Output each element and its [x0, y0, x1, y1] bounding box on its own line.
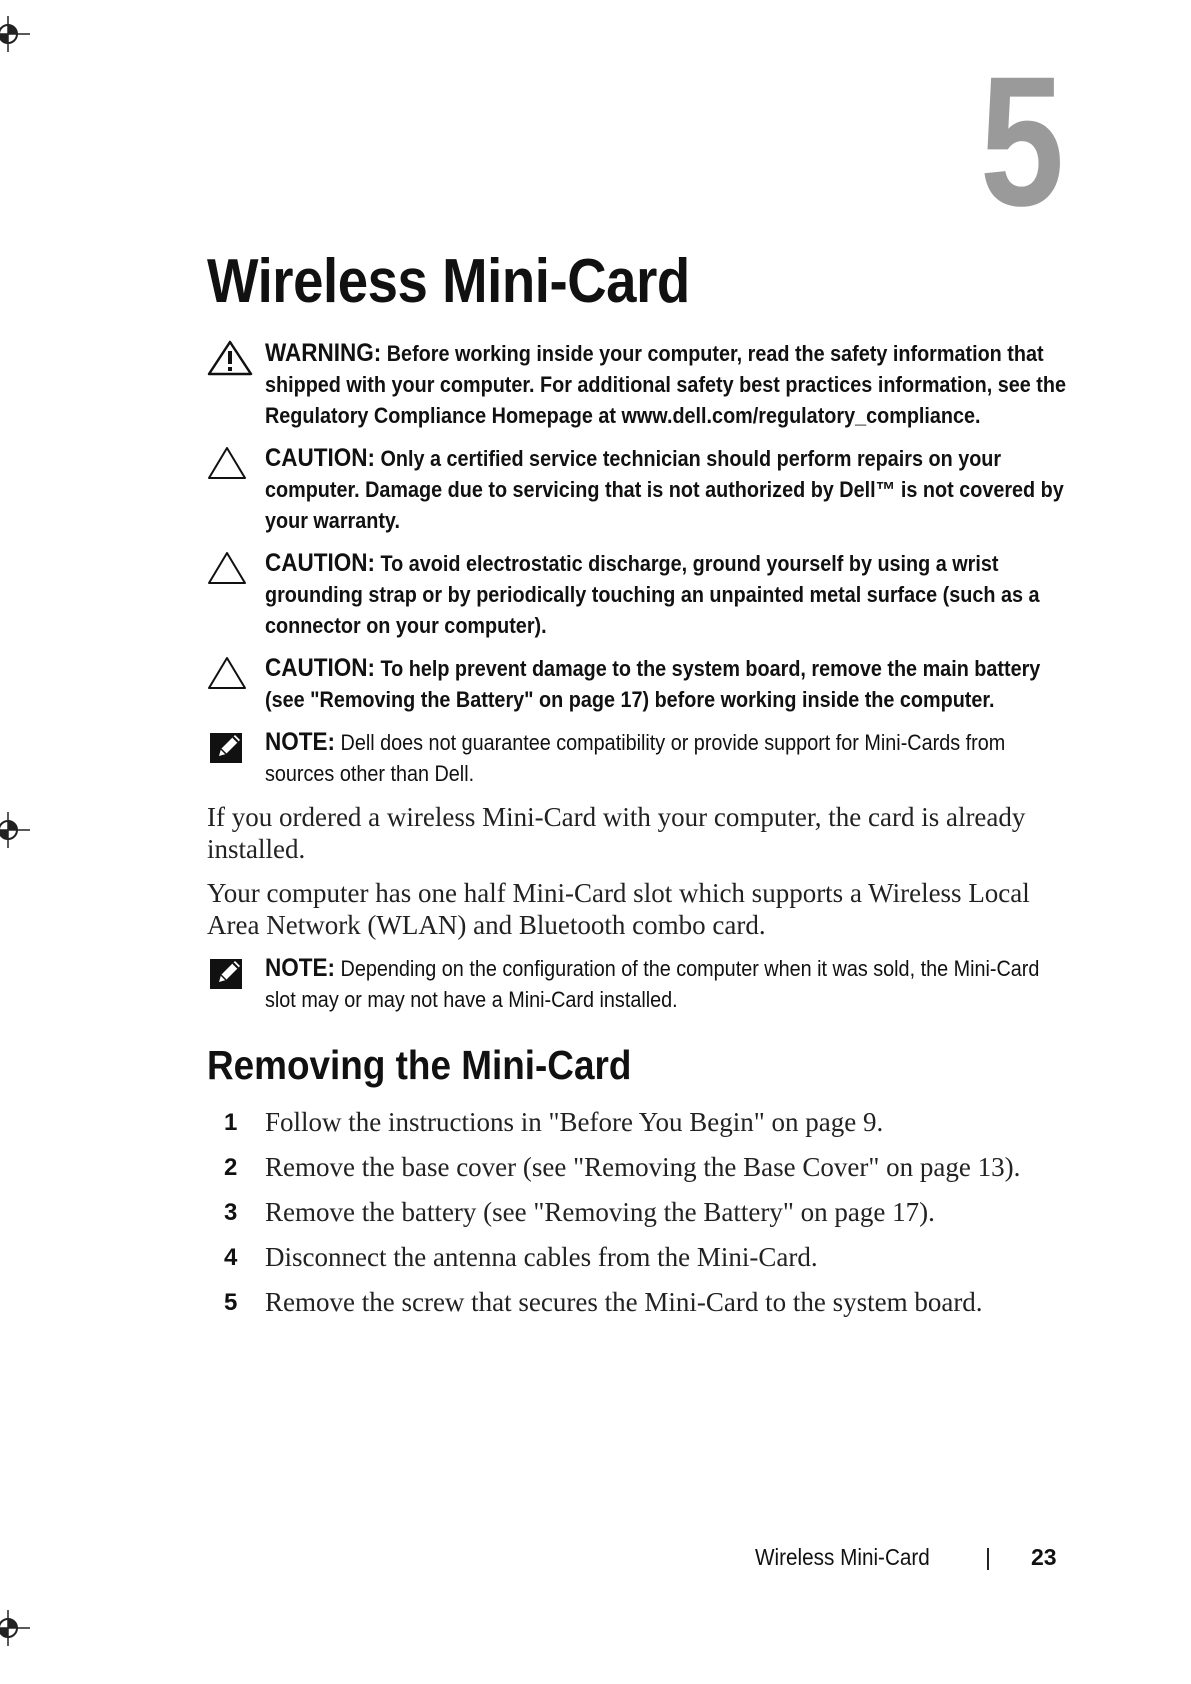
notice-text: Dell does not guarantee compatibility or provide support for Mini-Cards from sources other than Dell.: [265, 730, 1006, 787]
list-item: [207, 1190, 1067, 1235]
step-text: Remove the screw that secures the Mini-Card to the system board.: [265, 1287, 983, 1318]
list-item: [207, 1280, 1067, 1325]
step-number: 3: [224, 1199, 238, 1227]
note-notice: [207, 953, 1067, 1015]
caution-notice: [207, 443, 1067, 536]
list-item: [207, 1145, 1067, 1190]
caution-icon: [207, 445, 253, 481]
step-number: 5: [224, 1289, 238, 1317]
notice-label: CAUTION:: [265, 444, 375, 473]
list-item: [207, 1100, 1067, 1145]
notice-text: Depending on the configuration of the computer when it was sold, the Mini-Card slot may or may not have a Mini-Card installed.: [265, 956, 1040, 1013]
step-number: 2: [224, 1154, 238, 1182]
notice-label: NOTE:: [265, 728, 336, 757]
step-text: Follow the instructions in "Before You Begin" on page 9.: [265, 1107, 884, 1138]
step-text: Remove the base cover (see "Removing the Base Cover" on page 13).: [265, 1152, 1021, 1183]
notice-text: To avoid electrostatic discharge, ground yourself by using a wrist grounding strap or by periodically touching an unpainted metal surface (such as a connector on your computer).: [265, 551, 1040, 639]
body-paragraph: If you ordered a wireless Mini-Card with your computer, the card is already installed.: [207, 802, 1026, 865]
registration-mark-top: [0, 16, 36, 52]
caution-notice: [207, 548, 1067, 641]
notice-label: WARNING:: [265, 339, 382, 368]
body-paragraph: Your computer has one half Mini-Card slot which supports a Wireless Local Area Network (WLAN) and Bluetooth combo card.: [207, 878, 1030, 941]
warning-notice: [207, 338, 1067, 431]
notice-label: NOTE:: [265, 954, 336, 983]
page-number: 23: [1031, 1544, 1057, 1570]
notice-text: Before working inside your computer, read the safety information that shipped with your computer. For additional safety best practices information, see the Regulatory Compliance Homepage at www.dell.com/regulatory_compliance.: [265, 341, 1066, 429]
note-notice: [207, 727, 1067, 789]
notice-label: CAUTION:: [265, 549, 375, 578]
notice-text: Only a certified service technician should perform repairs on your computer. Damage due to servicing that is not authorized by Dell™ is not covered by your warranty.: [265, 446, 1064, 534]
step-text: Disconnect the antenna cables from the Mini-Card.: [265, 1242, 818, 1273]
page-content: [207, 248, 1067, 1325]
section-heading: Removing the Mini-Card: [207, 1042, 632, 1089]
warning-icon: [207, 340, 253, 376]
caution-notice: [207, 653, 1067, 715]
page-title: Wireless Mini-Card: [207, 247, 690, 316]
step-number: 1: [224, 1109, 238, 1137]
note-icon: [207, 729, 253, 765]
notice-text: To help prevent damage to the system board, remove the main battery (see "Removing the Battery" on page 17) before working inside the computer.: [265, 656, 1041, 713]
step-text: Remove the battery (see "Removing the Battery" on page 17).: [265, 1197, 935, 1228]
footer-section-title: Wireless Mini-Card: [755, 1544, 930, 1570]
steps-list: [207, 1100, 1067, 1325]
caution-icon: [207, 550, 253, 586]
registration-mark-bottom: [0, 1610, 36, 1646]
registration-mark-middle: [0, 812, 36, 848]
chapter-number: 5: [979, 39, 1061, 245]
notice-label: CAUTION:: [265, 654, 375, 683]
footer-separator: |: [985, 1544, 991, 1570]
note-icon: [207, 955, 253, 991]
list-item: [207, 1235, 1067, 1280]
caution-icon: [207, 655, 253, 691]
step-number: 4: [224, 1244, 238, 1272]
